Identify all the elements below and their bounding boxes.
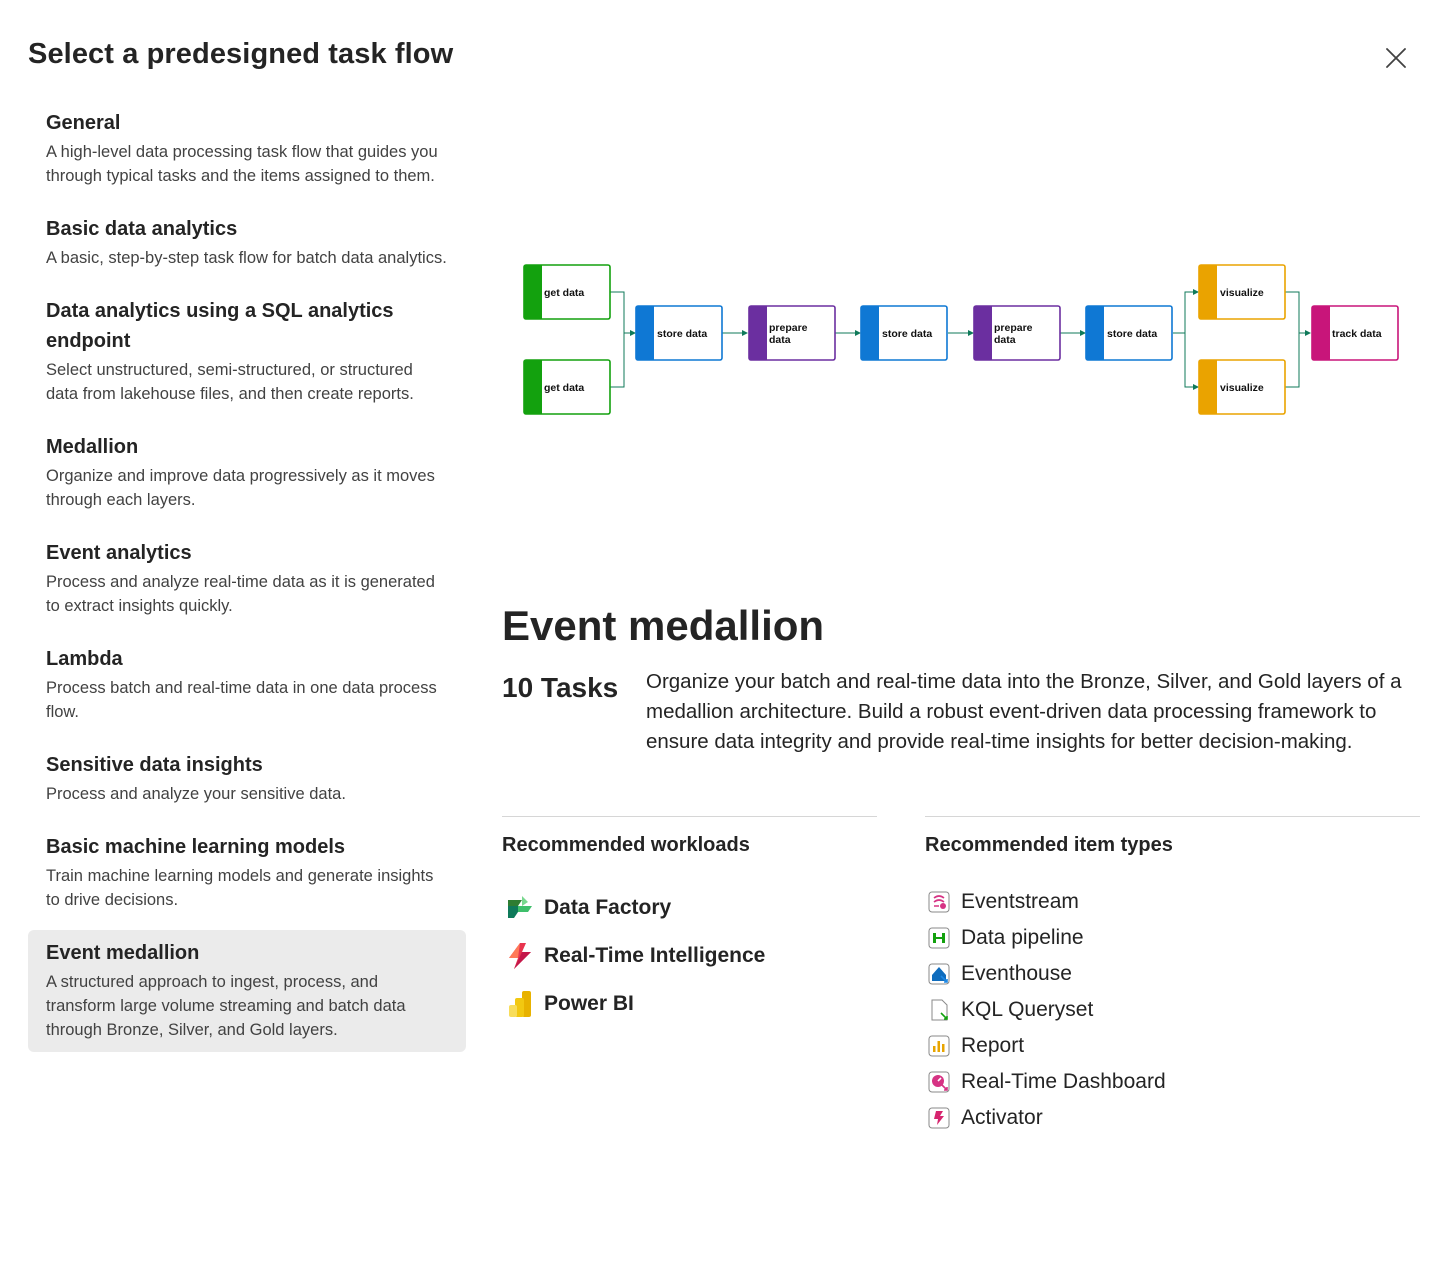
real-time-intelligence-icon bbox=[502, 938, 538, 974]
task-flow-sensitive-data-insights[interactable] bbox=[28, 742, 466, 816]
recommended-workloads-heading: Recommended workloads bbox=[502, 834, 750, 856]
task-flow-description: Process and analyze your sensitive data. bbox=[46, 785, 346, 803]
task-flow-name: Medallion bbox=[46, 436, 139, 458]
eventstream-icon bbox=[925, 888, 953, 916]
workload-real-time-intelligence[interactable] bbox=[502, 932, 765, 980]
item-type-label: KQL Queryset bbox=[961, 998, 1094, 1021]
workload-power-bi[interactable] bbox=[502, 980, 765, 1028]
node-label: store data bbox=[882, 328, 933, 340]
item-type-kql-queryset bbox=[925, 992, 1166, 1028]
diagram-node-visualize-2[interactable] bbox=[1199, 360, 1285, 414]
task-flow-description: Process and analyze real-time data as it is generated to extract insights quickly. bbox=[46, 573, 435, 615]
item-type-label: Real-Time Dashboard bbox=[961, 1070, 1166, 1093]
item-type-label: Eventstream bbox=[961, 890, 1079, 913]
divider bbox=[502, 816, 877, 817]
diagram-node-prepare-data-2[interactable] bbox=[974, 306, 1060, 360]
diagram-node-get-data-1[interactable] bbox=[524, 265, 610, 319]
task-flow-description: A basic, step-by-step task flow for batch data analytics. bbox=[46, 249, 447, 267]
task-flow-name: Event analytics bbox=[46, 542, 192, 564]
task-flow-name: Basic machine learning models bbox=[46, 836, 345, 858]
power-bi-icon bbox=[502, 986, 538, 1022]
task-flow-sql-analytics-endpoint[interactable] bbox=[28, 288, 466, 416]
task-flow-name: Basic data analytics bbox=[46, 218, 238, 240]
task-flow-event-analytics[interactable] bbox=[28, 530, 466, 628]
diagram-node-store-data-3[interactable] bbox=[1086, 306, 1172, 360]
task-flow-description: Process batch and real-time data in one data process flow. bbox=[46, 679, 437, 721]
report-icon bbox=[925, 1032, 953, 1060]
item-type-eventhouse bbox=[925, 956, 1166, 992]
real-time-dashboard-icon bbox=[925, 1068, 953, 1096]
kql-queryset-icon bbox=[925, 996, 953, 1024]
task-flow-description: A structured approach to ingest, process, and transform large volume streaming and batch data through Bronze, Silver, and Gold layers. bbox=[46, 973, 406, 1039]
node-label: get data bbox=[544, 287, 585, 299]
task-flow-general[interactable] bbox=[28, 100, 466, 198]
data-pipeline-icon bbox=[925, 924, 953, 952]
workload-label: Real-Time Intelligence bbox=[544, 944, 766, 967]
task-flow-list bbox=[28, 100, 466, 1060]
item-type-data-pipeline bbox=[925, 920, 1166, 956]
item-type-eventstream bbox=[925, 884, 1166, 920]
task-flow-description: Organize and improve data progressively as it moves through each layers. bbox=[46, 467, 435, 509]
task-flow-basic-machine-learning[interactable] bbox=[28, 824, 466, 922]
task-flow-basic-data-analytics[interactable] bbox=[28, 206, 466, 280]
item-type-real-time-dashboard bbox=[925, 1064, 1166, 1100]
dialog-title: Select a predesigned task flow bbox=[28, 38, 454, 70]
task-flow-medallion[interactable] bbox=[28, 424, 466, 522]
item-type-report bbox=[925, 1028, 1166, 1064]
task-flow-name: Lambda bbox=[46, 648, 123, 670]
workload-label: Data Factory bbox=[544, 896, 672, 919]
activator-icon bbox=[925, 1104, 953, 1132]
node-label: get data bbox=[544, 382, 585, 394]
diagram-node-store-data-2[interactable] bbox=[861, 306, 947, 360]
task-flow-description: A high-level data processing task flow that guides you through typical tasks and the items assigned to them. bbox=[46, 143, 438, 185]
workload-data-factory[interactable] bbox=[502, 884, 765, 932]
diagram-node-get-data-2[interactable] bbox=[524, 360, 610, 414]
task-flow-name: General bbox=[46, 112, 121, 134]
item-type-list bbox=[925, 884, 1166, 1136]
node-label: store data bbox=[1107, 328, 1158, 340]
node-label: visualize bbox=[1220, 382, 1264, 394]
node-label: visualize bbox=[1220, 287, 1264, 299]
item-type-label: Eventhouse bbox=[961, 962, 1072, 985]
detail-description: Organize your batch and real-time data into the Bronze, Silver, and Gold layers of a medallion architecture. Build a robust event-driven data processing framework to ensure data integrity and provide real-time insights for better decision-making. bbox=[646, 670, 1402, 753]
eventhouse-icon bbox=[925, 960, 953, 988]
item-type-activator bbox=[925, 1100, 1166, 1136]
divider bbox=[925, 816, 1420, 817]
node-label: prepare bbox=[994, 322, 1033, 334]
workload-label: Power BI bbox=[544, 992, 634, 1015]
node-label: prepare bbox=[769, 322, 808, 334]
diagram-node-track-data[interactable] bbox=[1312, 306, 1398, 360]
diagram-node-store-data-1[interactable] bbox=[636, 306, 722, 360]
close-icon bbox=[1385, 47, 1407, 69]
task-flow-event-medallion[interactable] bbox=[28, 930, 466, 1052]
diagram-node-prepare-data-1[interactable] bbox=[749, 306, 835, 360]
task-flow-description: Select unstructured, semi-structured, or structured data from lakehouse files, and then create reports. bbox=[46, 361, 414, 403]
item-type-label: Activator bbox=[961, 1106, 1043, 1129]
node-label: data bbox=[994, 334, 1016, 346]
diagram-node-visualize-1[interactable] bbox=[1199, 265, 1285, 319]
task-flow-name: Data analytics using a SQL analytics endpoint bbox=[46, 300, 394, 352]
detail-title: Event medallion bbox=[502, 602, 825, 649]
task-flow-diagram bbox=[502, 250, 1422, 430]
node-label: data bbox=[769, 334, 791, 346]
task-flow-name: Sensitive data insights bbox=[46, 754, 263, 776]
task-flow-description: Train machine learning models and generate insights to drive decisions. bbox=[46, 867, 434, 909]
data-factory-icon bbox=[502, 890, 538, 926]
task-flow-name: Event medallion bbox=[46, 942, 200, 964]
item-type-label: Report bbox=[961, 1034, 1025, 1057]
item-type-label: Data pipeline bbox=[961, 926, 1084, 949]
workload-list bbox=[502, 884, 765, 1028]
task-count: 10 Tasks bbox=[502, 672, 619, 703]
task-flow-lambda[interactable] bbox=[28, 636, 466, 734]
recommended-item-types-heading: Recommended item types bbox=[925, 834, 1173, 856]
node-label: track data bbox=[1332, 328, 1382, 340]
node-label: store data bbox=[657, 328, 708, 340]
close-button[interactable] bbox=[1378, 40, 1414, 76]
